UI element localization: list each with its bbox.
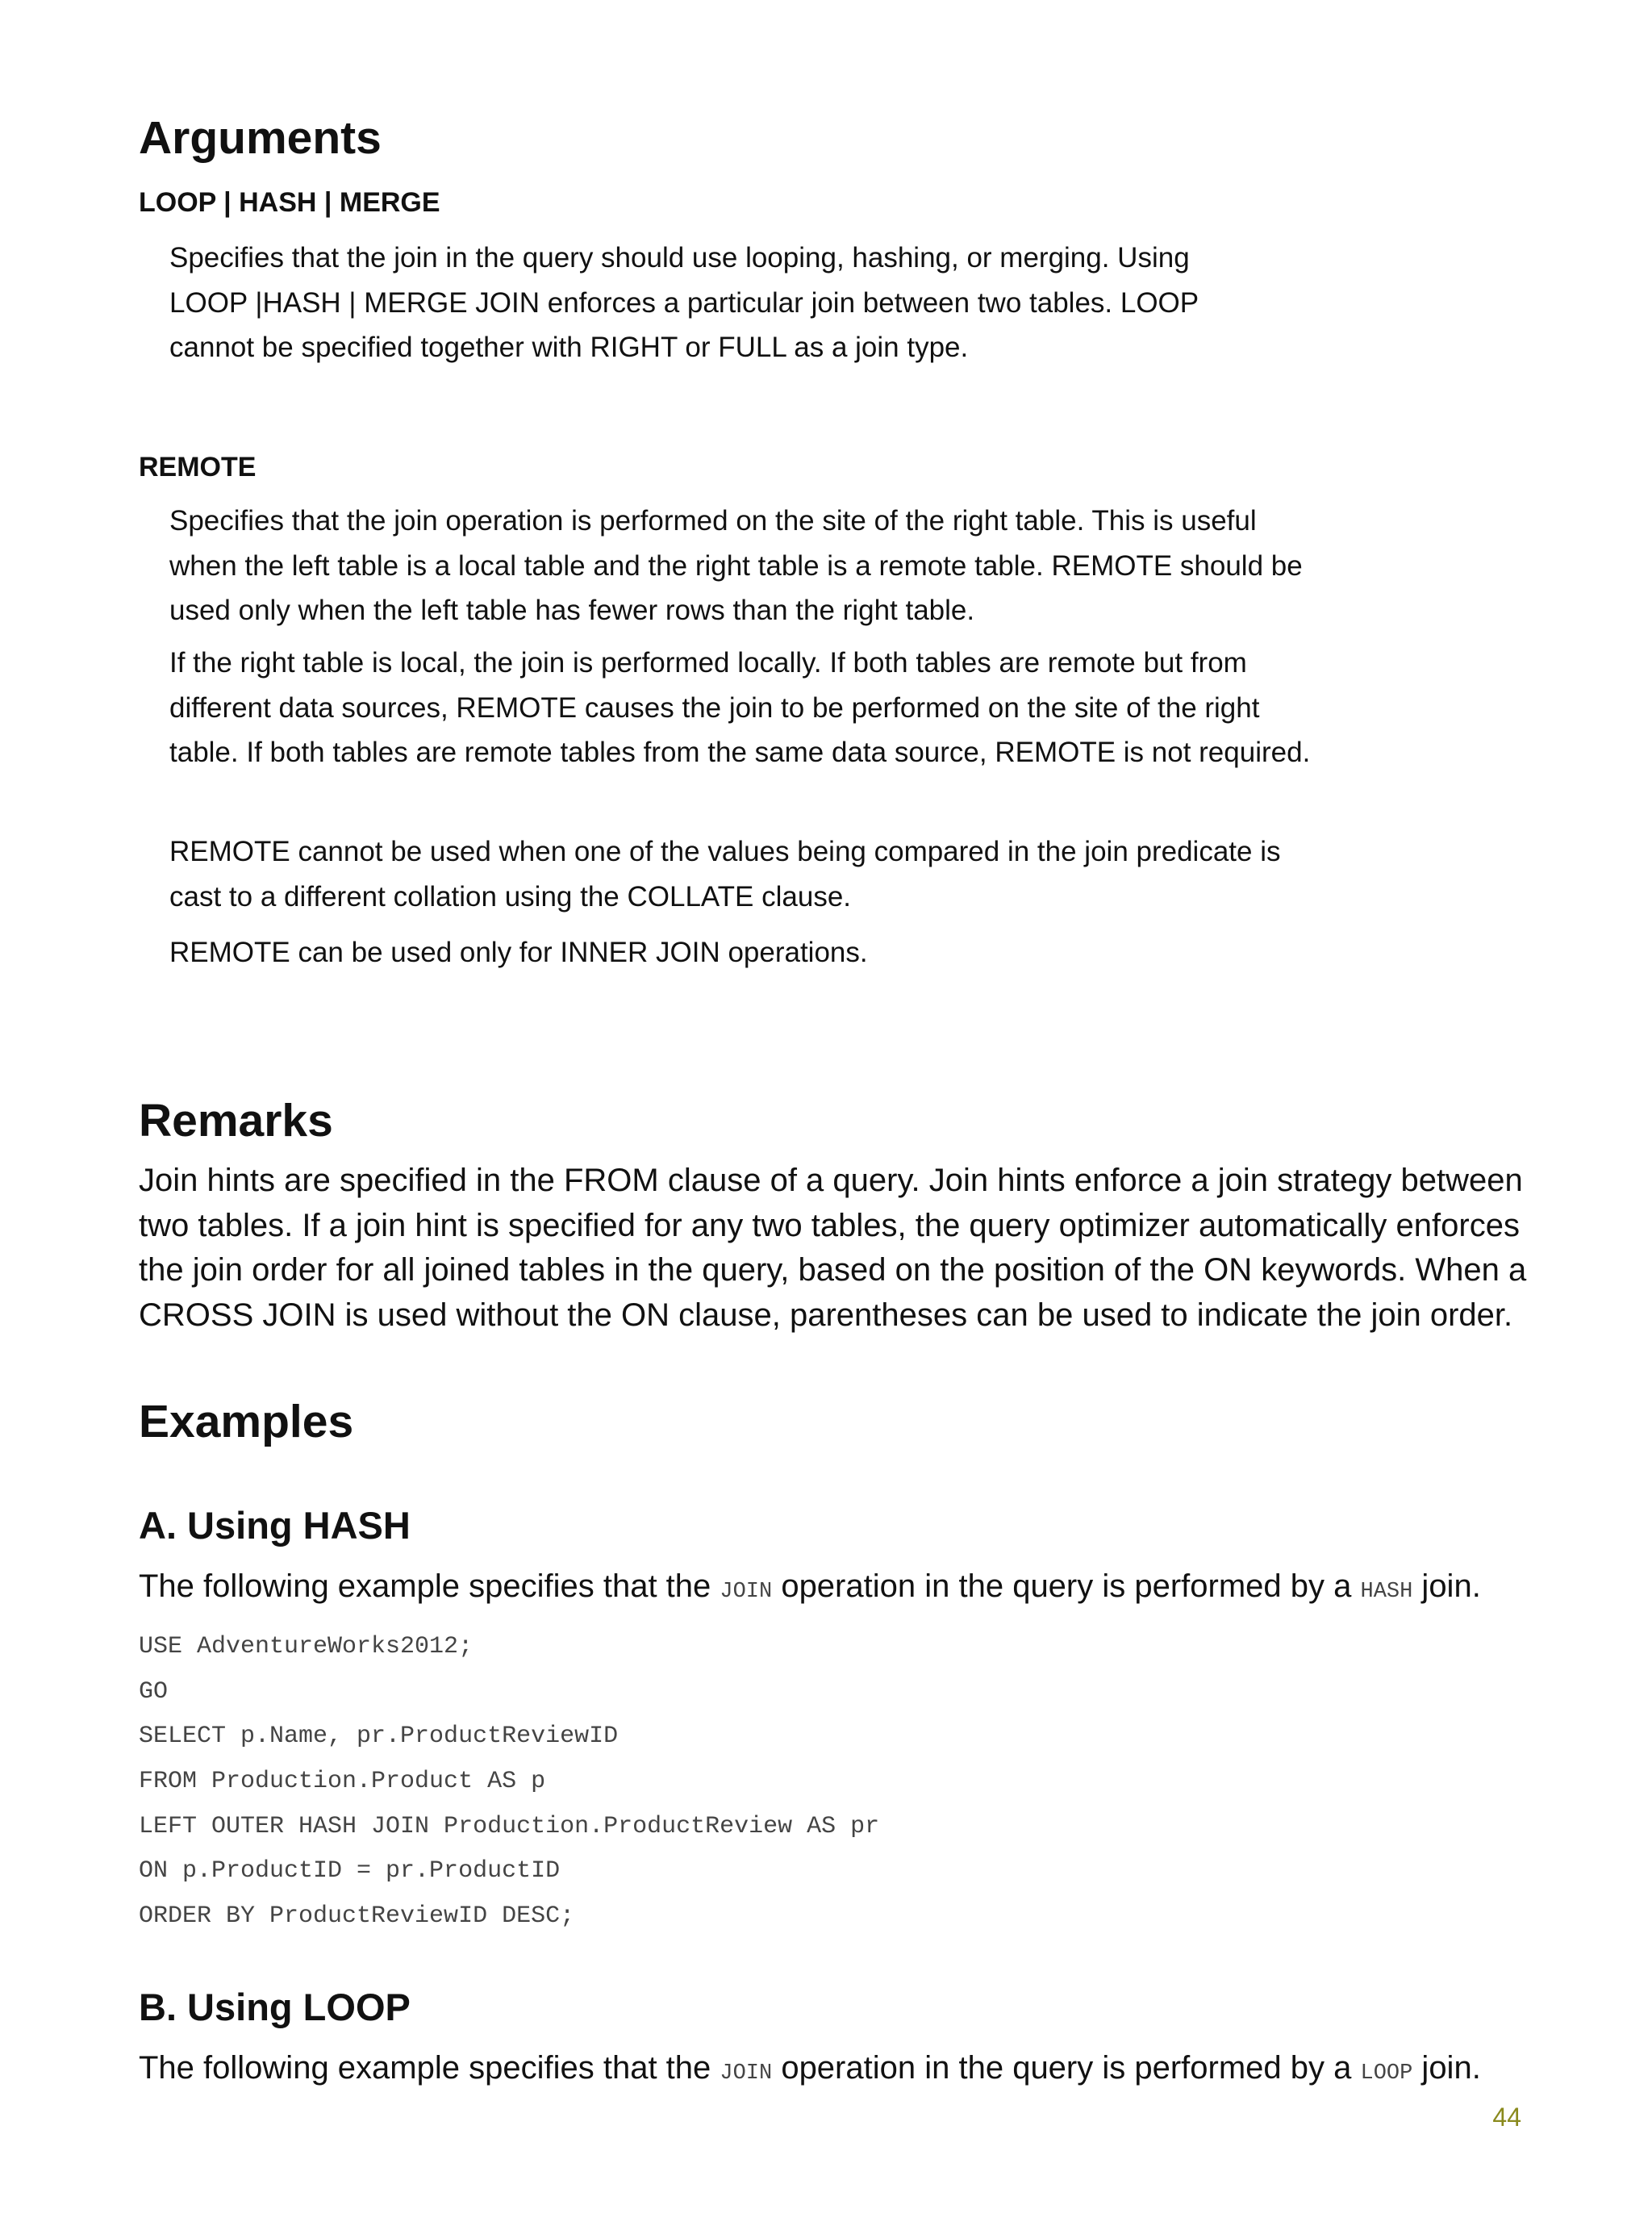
example-b-intro: The following example specifies that the JOIN operation in the query is performed by a LOOP join. xyxy=(139,2050,1481,2086)
remote-paragraph-1: Specifies that the join operation is performed on the site of the right table. This is useful when the left table is a local table and the right table is a remote table. REMOTE should be used only when the left table has fewer rows than the right table. xyxy=(169,505,1303,626)
remote-paragraph-4: REMOTE can be used only for INNER JOIN operations. xyxy=(169,937,868,968)
remote-paragraph-2: If the right table is local, the join is performed locally. If both tables are remote but from different data sources, REMOTE causes the join to be performed on the site of the right table. If both tables are remote tables from the same data source, REMOTE is not required. xyxy=(169,647,1311,768)
term-remote: REMOTE xyxy=(139,452,257,482)
examples-heading: Examples xyxy=(139,1396,354,1447)
example-a-intro: The following example specifies that the JOIN operation in the query is performed by a HASH join. xyxy=(139,1568,1481,1604)
code-line: GO xyxy=(139,1678,169,1706)
example-b-heading: B. Using LOOP xyxy=(139,1986,411,2028)
code-line: USE AdventureWorks2012; xyxy=(139,1633,473,1660)
remote-paragraph-3: REMOTE cannot be used when one of the values being compared in the join predicate is cast to a different collation using the COLLATE clause. xyxy=(169,836,1281,913)
term-loop-hash-merge: LOOP | HASH | MERGE xyxy=(139,187,440,218)
arguments-heading: Arguments xyxy=(139,112,382,164)
loop-hash-merge-description: Specifies that the join in the query should use looping, hashing, or merging. Using LOOP |HASH | MERGE JOIN enforces a particular join between two tables. LOOP cannot be specified together with RIGHT or FULL as a join type. xyxy=(169,242,1199,363)
inline-code-hash: HASH xyxy=(1360,1580,1413,1604)
code-line: SELECT p.Name, pr.ProductReviewID xyxy=(139,1723,619,1750)
code-line: LEFT OUTER HASH JOIN Production.ProductReview AS pr xyxy=(139,1813,880,1840)
remarks-heading: Remarks xyxy=(139,1095,333,1146)
code-line: ON p.ProductID = pr.ProductID xyxy=(139,1857,561,1885)
remarks-text: Join hints are specified in the FROM clause of a query. Join hints enforce a join strategy between two tables. If a join hint is specified for any two tables, the query optimizer automatically enforces the join order for all joined tables in the query, based on the position of the ON keywords. When a CROSS JOIN is used without the ON clause, parentheses can be used to indicate the join order. xyxy=(139,1163,1527,1333)
inline-code-join: JOIN xyxy=(720,2061,773,2086)
code-line: ORDER BY ProductReviewID DESC; xyxy=(139,1902,575,1930)
code-line: FROM Production.Product AS p xyxy=(139,1768,546,1795)
page-number: 44 xyxy=(1492,2103,1521,2132)
inline-code-join: JOIN xyxy=(720,1580,773,1604)
inline-code-loop: LOOP xyxy=(1360,2061,1413,2086)
example-a-heading: A. Using HASH xyxy=(139,1504,411,1547)
